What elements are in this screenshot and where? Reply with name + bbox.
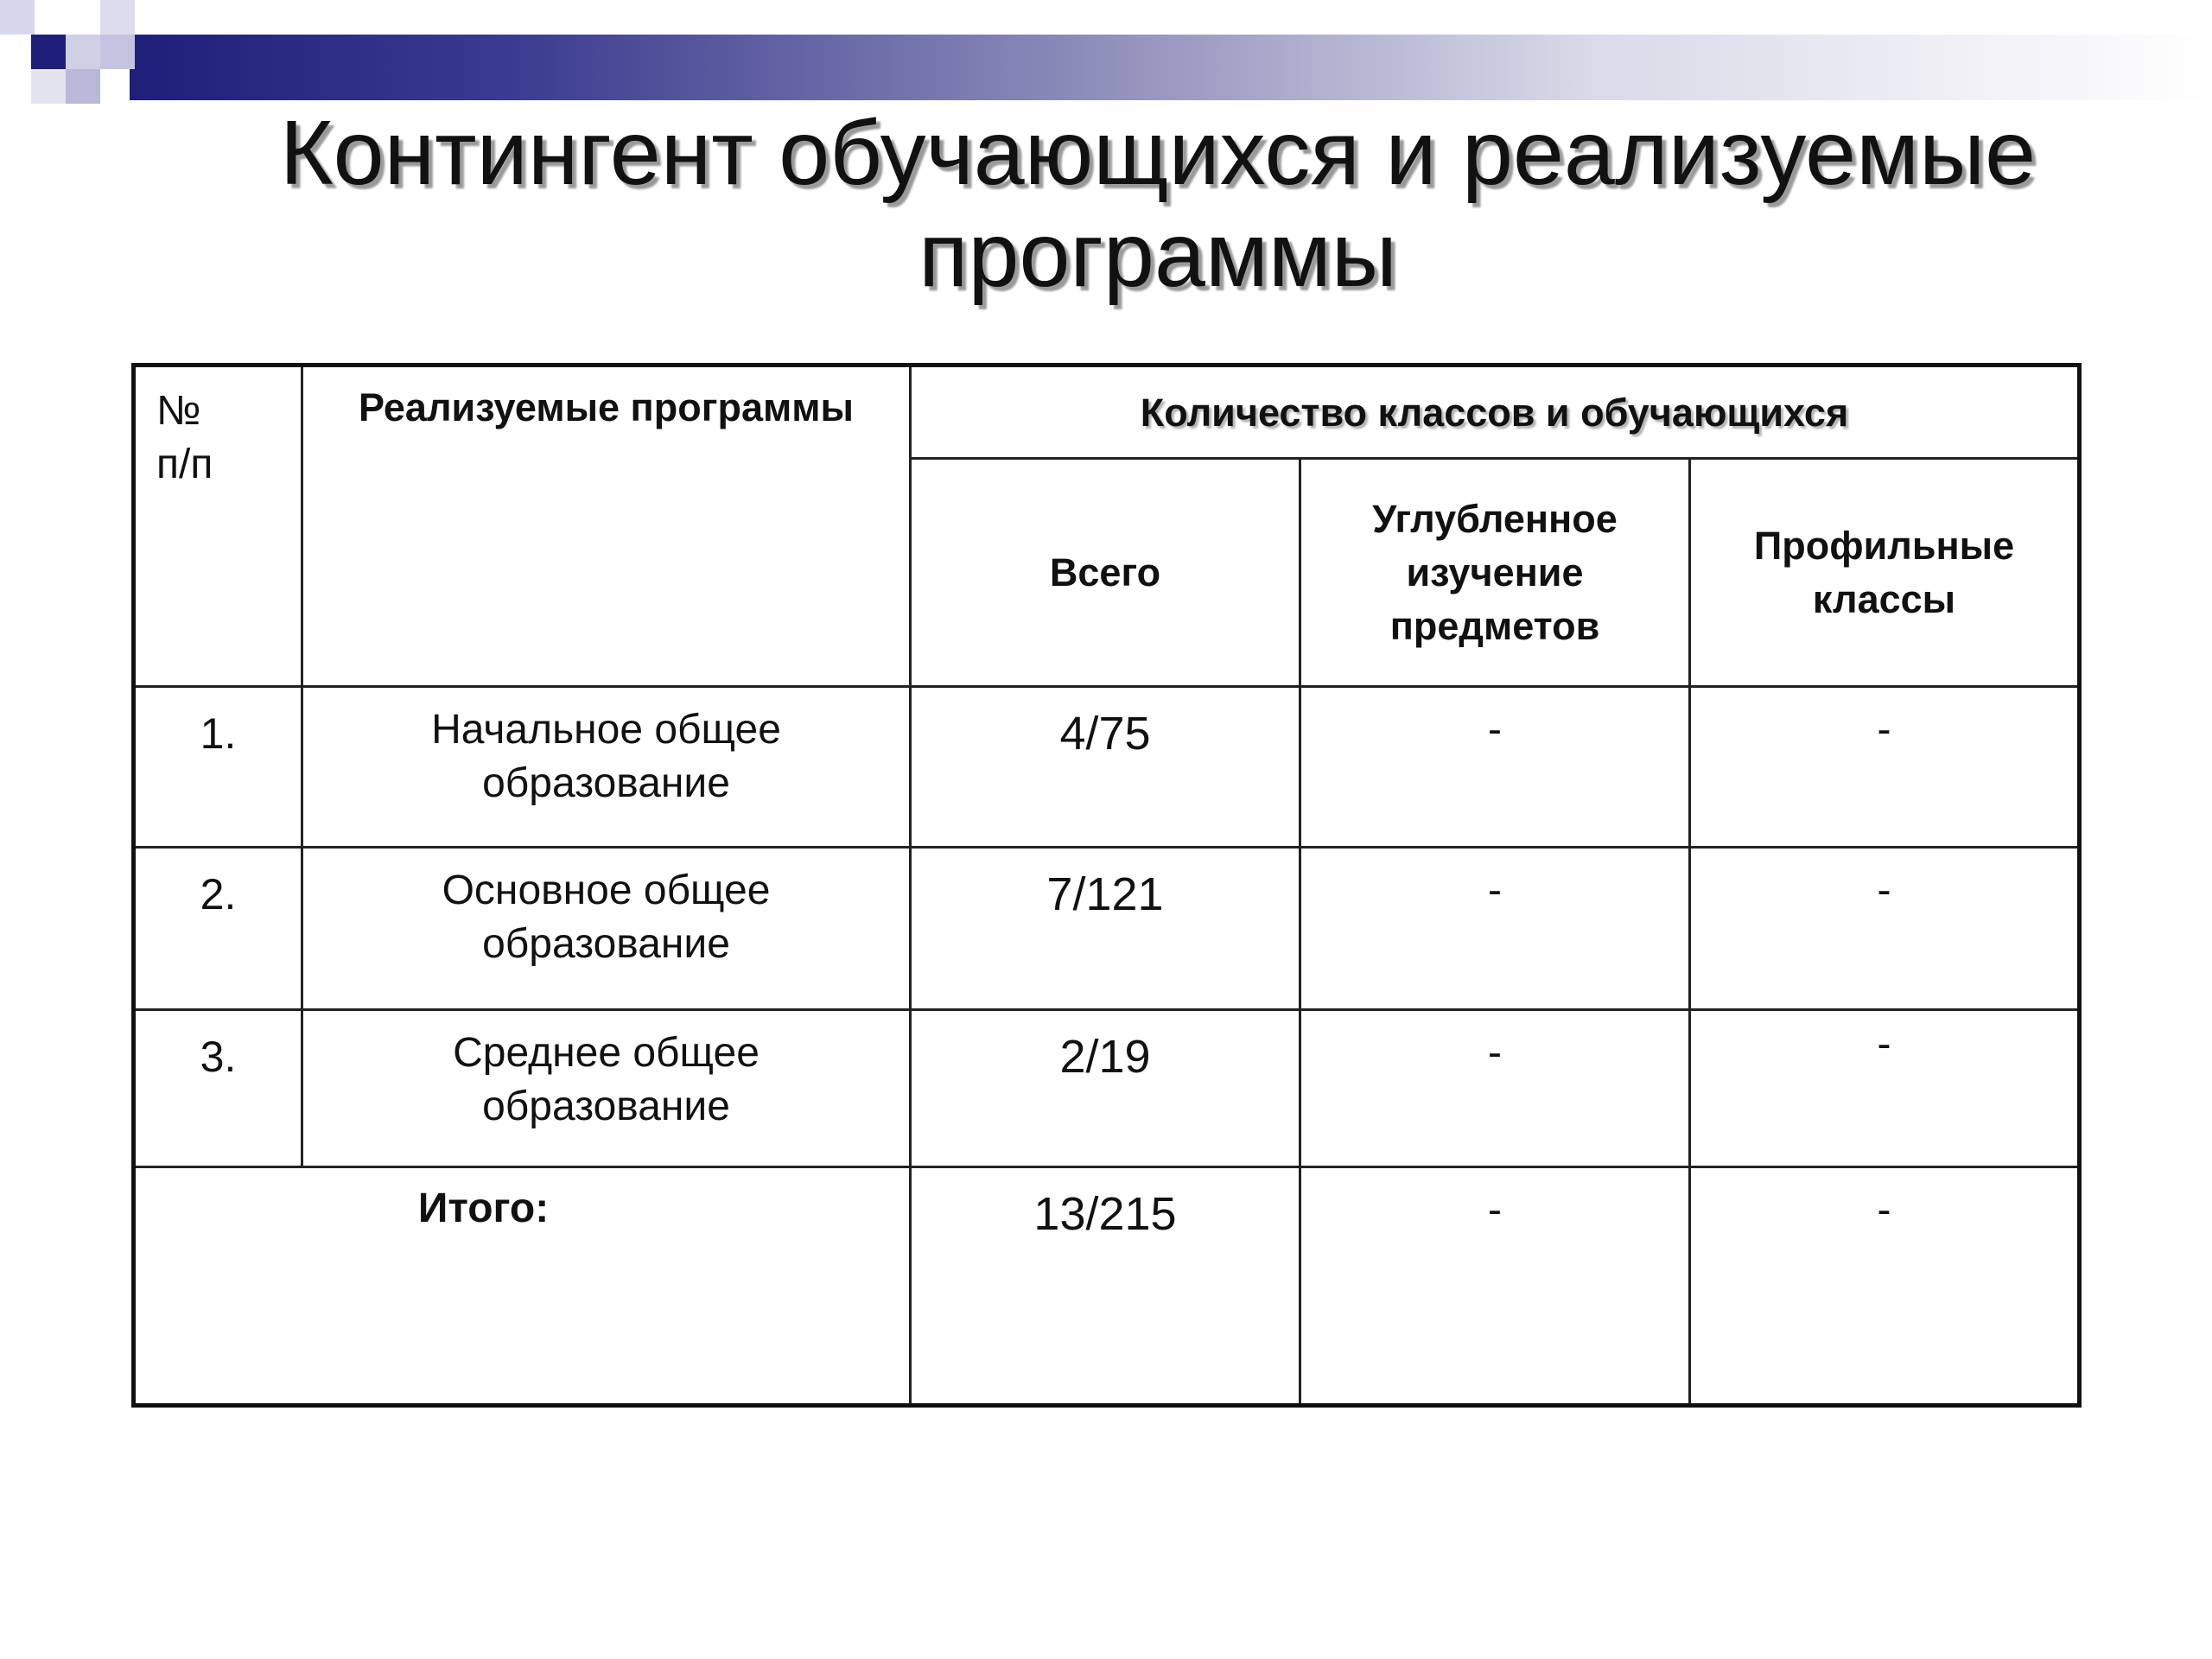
decor-square xyxy=(31,69,66,104)
header-num xyxy=(134,365,302,687)
row-program-label: Начальное общее образование xyxy=(431,707,781,806)
row-num: 2. xyxy=(134,848,302,1010)
summary-total: 13/215 xyxy=(911,1167,1300,1406)
table-row xyxy=(134,687,2080,848)
header-profile-label: Профильные классы xyxy=(1753,523,2015,621)
header-row xyxy=(134,365,2080,459)
row-profile: - xyxy=(1690,1010,2080,1167)
header-gradient-bar xyxy=(130,35,2212,100)
row-program xyxy=(302,687,911,848)
decor-square xyxy=(31,35,66,69)
summary-label-cell xyxy=(134,1167,911,1406)
row-total: 2/19 xyxy=(911,1010,1300,1167)
summary-advanced: - xyxy=(1300,1167,1690,1406)
header-profile xyxy=(1690,459,2080,687)
decor-square xyxy=(100,35,135,69)
row-profile: - xyxy=(1690,687,2080,848)
summary-profile: - xyxy=(1690,1167,2080,1406)
row-program xyxy=(302,1010,911,1167)
row-program xyxy=(302,848,911,1010)
row-program-label: Основное общее образование xyxy=(442,868,771,967)
summary-label: Итого: xyxy=(417,1185,550,1231)
row-advanced: - xyxy=(1300,1010,1690,1167)
slide-title: Контингент обучающихся и реализуемые программы xyxy=(279,102,2037,306)
header-advanced-label: Углубленное изучение предметов xyxy=(1372,496,1618,648)
programs-table xyxy=(131,363,2082,1408)
row-profile: - xyxy=(1690,848,2080,1010)
header-count-group: Количество классов и обучающихся xyxy=(911,365,2080,459)
row-total: 7/121 xyxy=(911,848,1300,1010)
row-num: 3. xyxy=(134,1010,302,1167)
row-program-label: Среднее общее образование xyxy=(453,1030,760,1129)
decor-square xyxy=(66,69,100,104)
table-row xyxy=(134,848,2080,1010)
row-advanced: - xyxy=(1300,687,1690,848)
decor-square xyxy=(66,35,100,69)
row-num: 1. xyxy=(134,687,302,848)
row-total: 4/75 xyxy=(911,687,1300,848)
row-advanced: - xyxy=(1300,848,1690,1010)
header-num-label: № п/п xyxy=(156,388,213,487)
header-program: Реализуемые программы xyxy=(302,365,911,687)
decor-square xyxy=(100,0,135,35)
header-advanced xyxy=(1300,459,1690,687)
header-total: Всего xyxy=(911,459,1300,687)
table-row xyxy=(134,1010,2080,1167)
summary-row xyxy=(134,1167,2080,1406)
decor-square xyxy=(0,0,35,35)
